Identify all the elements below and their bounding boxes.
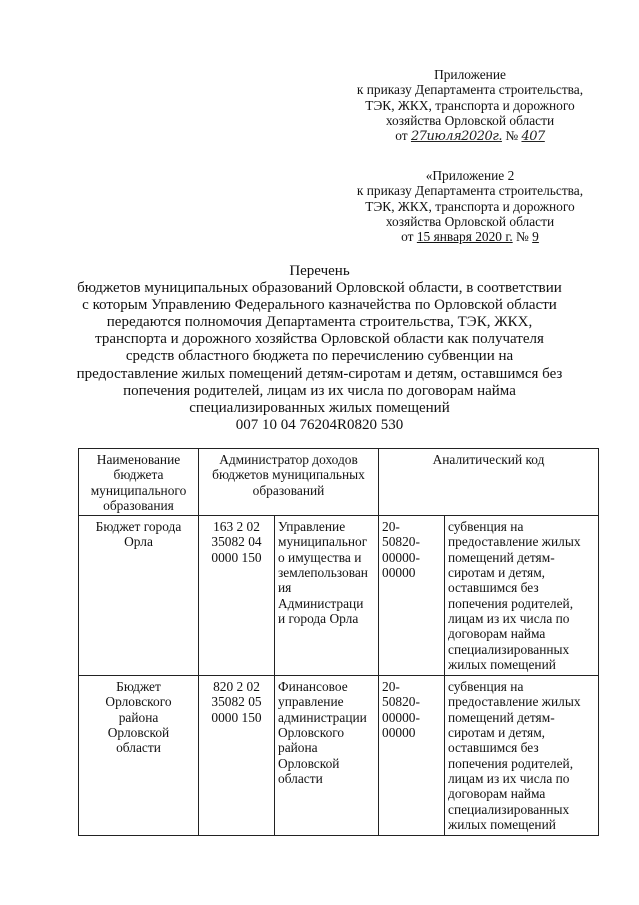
cell-analytic-code: 20- 50820- 00000- 00000: [379, 516, 445, 676]
title-line: с которым Управлению Федерального казначейства по Орловской области: [82, 297, 557, 314]
handwritten-order-date: 27июля2020г.: [410, 129, 502, 145]
title-line: предоставление жилых помещений детям-сиротам и детям, оставшимся без: [76, 365, 563, 382]
appendix2-block: [330, 168, 610, 244]
order-number: 9: [532, 229, 539, 245]
order-date: 15 января 2020 г.: [416, 229, 513, 245]
title-line: бюджетов муниципальных образований Орловской области, в соответствии: [77, 280, 562, 297]
cell-description: субвенция на предоставление жилых помещений детям- сиротам и детям, оставшимся без попечения родителей, лицам из их числа по договорам найма специализированных жилых помещений: [445, 516, 599, 676]
appendix-block: [330, 67, 610, 144]
appendix2-line: «Приложение 2: [425, 168, 515, 183]
title-line: передаются полномочия Департамента строительства, ТЭК, ЖКХ,: [106, 314, 533, 331]
order-prefix: от: [401, 229, 414, 245]
appendix-line: хозяйства Орловской области: [385, 112, 555, 128]
header-revenue-admin: Администратор доходов бюджетов муниципальных образований: [199, 449, 379, 516]
title-budget-code: 007 10 04 76204R0820 530: [235, 416, 404, 433]
cell-budget-name: Бюджет города Орла: [79, 516, 199, 676]
appendix2-line: к приказу Департамента строительства,: [356, 183, 584, 199]
header-budget-name: Наименование бюджета муниципального образования: [79, 449, 199, 516]
handwritten-order-number: 407: [521, 129, 545, 145]
order-no-label: №: [505, 128, 519, 144]
table-row: [79, 676, 599, 836]
order-no-label: №: [516, 229, 529, 245]
cell-budget-name: Бюджет Орловского района Орловской области: [79, 676, 199, 836]
budget-table: [78, 448, 599, 836]
title-line: попечения родителей, лицам из их числа по договорам найма: [123, 382, 516, 399]
appendix-line: ТЭК, ЖКХ, транспорта и дорожного: [365, 97, 575, 113]
title-line: транспорта и дорожного хозяйства Орловской области как получателя: [95, 331, 544, 348]
appendix2-line: хозяйства Орловской области: [385, 213, 555, 229]
order-prefix: от: [395, 128, 408, 144]
title-line: средств областного бюджета по перечислению субвенции на: [125, 348, 514, 365]
table-row: [79, 516, 599, 676]
appendix-line: к приказу Департамента строительства,: [356, 82, 584, 98]
cell-description: субвенция на предоставление жилых помещений детям- сиротам и детям, оставшимся без попечения родителей, лицам из их числа по договорам найма специализированных жилых помещений: [445, 676, 599, 836]
cell-admin-code: 163 2 02 35082 04 0000 150: [199, 516, 275, 676]
cell-admin-name: Управление муниципальног о имущества и землепользован ия Администраци и города Орла: [275, 516, 379, 676]
title-line: специализированных жилых помещений: [189, 399, 450, 416]
cell-analytic-code: 20- 50820- 00000- 00000: [379, 676, 445, 836]
appendix-order-line: [330, 128, 610, 144]
cell-admin-code: 820 2 02 35082 05 0000 150: [199, 676, 275, 836]
appendix-line: Приложение: [434, 67, 506, 82]
table-header-row: [79, 449, 599, 516]
cell-admin-name: Финансовое управление администрации Орловского района Орловской области: [275, 676, 379, 836]
title-heading: Перечень: [289, 263, 350, 279]
appendix2-order-line: [330, 229, 610, 244]
document-title: [0, 263, 639, 434]
appendix2-line: ТЭК, ЖКХ, транспорта и дорожного: [365, 198, 575, 214]
header-analytic-code: Аналитический код: [379, 449, 599, 516]
